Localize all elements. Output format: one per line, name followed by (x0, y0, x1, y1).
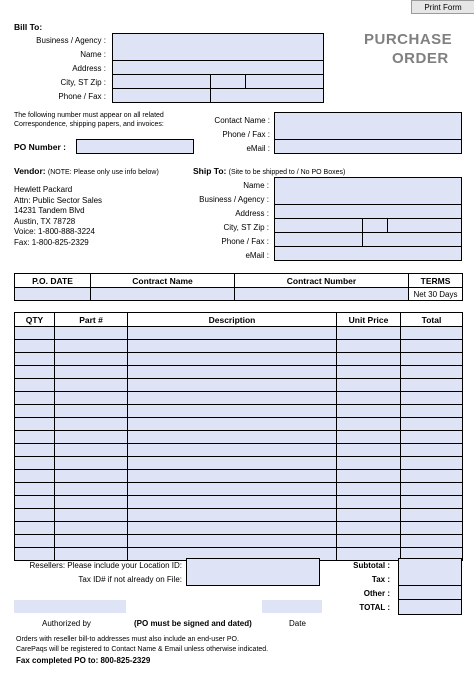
qty-cell[interactable] (15, 496, 55, 509)
location-id-label: Resellers: Please include your Location ID: (29, 561, 182, 570)
title-purchase: PURCHASE (364, 31, 453, 48)
tax-label: Tax : (371, 575, 390, 584)
qty-cell[interactable] (15, 366, 55, 379)
bill-address-label: Address : (72, 64, 106, 73)
contact-name-field[interactable] (274, 112, 462, 127)
description-cell[interactable] (128, 392, 337, 405)
vendor-line: Fax: 1-800-825-2329 (14, 237, 89, 247)
part-number-cell[interactable] (55, 548, 128, 561)
signature-note: (PO must be signed and dated) (134, 619, 252, 628)
line-item-row (15, 457, 463, 470)
unit-price-cell[interactable] (337, 509, 401, 522)
total-cell[interactable] (401, 444, 463, 457)
unit-price-cell[interactable] (337, 431, 401, 444)
qty-cell[interactable] (15, 509, 55, 522)
total-header: Total (401, 313, 463, 327)
part-number-cell[interactable] (55, 379, 128, 392)
unit-price-cell[interactable] (337, 418, 401, 431)
contract-number-header: Contract Number (235, 274, 409, 288)
notice-line: Correspondence, shipping papers, and invoices: (14, 121, 164, 128)
description-cell[interactable] (128, 470, 337, 483)
total-cell[interactable] (401, 483, 463, 496)
unit-price-cell[interactable] (337, 340, 401, 353)
part-number-cell[interactable] (55, 457, 128, 470)
bill-city-field[interactable] (112, 75, 211, 89)
contact-phone-label: Phone / Fax : (222, 130, 270, 139)
line-item-row (15, 509, 463, 522)
order-header-table (14, 273, 463, 301)
ship-email-label: eMail : (245, 251, 269, 260)
title-order: ORDER (392, 50, 449, 67)
description-cell[interactable] (128, 535, 337, 548)
qty-header: QTY (15, 313, 55, 327)
ship-name-label: Name : (243, 181, 269, 190)
authorized-by-label: Authorized by (42, 619, 91, 628)
line-item-row (15, 444, 463, 457)
line-item-row (15, 470, 463, 483)
unit-price-cell[interactable] (337, 405, 401, 418)
po-number-label: PO Number : (14, 142, 66, 152)
bill-business-field[interactable] (112, 33, 324, 48)
description-cell[interactable] (128, 405, 337, 418)
part-number-cell[interactable] (55, 405, 128, 418)
vendor-line: 14231 Tandem Blvd (14, 206, 85, 215)
unit-price-cell[interactable] (337, 366, 401, 379)
reference-notice (14, 111, 164, 129)
vendor-line: Voice: 1-800-888-3224 (14, 227, 95, 236)
qty-cell[interactable] (15, 457, 55, 470)
vendor-note: (NOTE: Please only use info below) (47, 169, 159, 176)
date-label: Date (289, 619, 306, 628)
ship-fax-field[interactable] (362, 233, 462, 247)
line-item-row (15, 418, 463, 431)
contact-email-label: eMail : (246, 144, 270, 153)
description-cell[interactable] (128, 340, 337, 353)
unit-price-cell[interactable] (337, 392, 401, 405)
part-number-cell[interactable] (55, 327, 128, 340)
total-cell[interactable] (401, 327, 463, 340)
total-cell[interactable] (401, 366, 463, 379)
description-cell[interactable] (128, 496, 337, 509)
qty-cell[interactable] (15, 444, 55, 457)
qty-cell[interactable] (15, 522, 55, 535)
other-field[interactable] (398, 586, 462, 600)
print-form-button[interactable]: Print Form (411, 0, 474, 14)
part-number-cell[interactable] (55, 353, 128, 366)
line-item-row (15, 327, 463, 340)
ship-address-label: Address : (235, 209, 269, 218)
unit-price-header: Unit Price (337, 313, 401, 327)
qty-cell[interactable] (15, 392, 55, 405)
vendor-address (14, 185, 102, 248)
contract-name-header: Contract Name (91, 274, 235, 288)
bill-phone-label: Phone / Fax : (58, 92, 106, 101)
ship-state-field[interactable] (362, 219, 388, 233)
total-cell[interactable] (401, 522, 463, 535)
line-item-row (15, 431, 463, 444)
tax-field[interactable] (398, 572, 462, 586)
line-item-row (15, 405, 463, 418)
vendor-line: Attn: Public Sector Sales (14, 195, 103, 205)
ship-city-field[interactable] (274, 219, 363, 233)
ship-phone-label: Phone / Fax : (221, 237, 269, 246)
description-header: Description (128, 313, 337, 327)
vendor-heading (14, 166, 159, 176)
ship-to-note: (Site to be shipped to / No PO Boxes) (228, 169, 346, 176)
part-number-cell[interactable] (55, 483, 128, 496)
part-number-cell[interactable] (55, 470, 128, 483)
unit-price-cell[interactable] (337, 327, 401, 340)
description-cell[interactable] (128, 509, 337, 522)
unit-price-cell[interactable] (337, 353, 401, 366)
bill-to-heading: Bill To: (14, 22, 43, 32)
qty-cell[interactable] (15, 379, 55, 392)
qty-cell[interactable] (15, 327, 55, 340)
qty-cell[interactable] (15, 548, 55, 561)
qty-cell[interactable] (15, 418, 55, 431)
total-cell[interactable] (401, 470, 463, 483)
qty-cell[interactable] (15, 470, 55, 483)
bill-state-field[interactable] (210, 75, 246, 89)
contact-email-field[interactable] (274, 140, 462, 154)
part-number-cell[interactable] (55, 522, 128, 535)
line-item-row (15, 340, 463, 353)
unit-price-cell[interactable] (337, 444, 401, 457)
description-cell[interactable] (128, 418, 337, 431)
part-number-header: Part # (55, 313, 128, 327)
ship-phone-field[interactable] (274, 233, 363, 247)
line-item-row (15, 496, 463, 509)
tax-id-field[interactable] (186, 572, 320, 586)
total-cell[interactable] (401, 431, 463, 444)
signature-date-field[interactable] (262, 600, 322, 613)
description-cell[interactable] (128, 327, 337, 340)
tax-id-label: Tax ID# if not already on File: (78, 575, 182, 584)
contact-phone-field[interactable] (274, 126, 462, 140)
part-number-cell[interactable] (55, 444, 128, 457)
qty-cell[interactable] (15, 431, 55, 444)
po-number-field[interactable] (76, 139, 194, 154)
notice-line: The following number must appear on all related (14, 112, 164, 119)
qty-cell[interactable] (15, 340, 55, 353)
bill-address-field[interactable] (112, 61, 324, 75)
total-cell[interactable] (401, 496, 463, 509)
ship-city-label: City, ST Zip : (223, 223, 269, 232)
total-cell[interactable] (401, 353, 463, 366)
line-item-row (15, 483, 463, 496)
ship-address-field[interactable] (274, 205, 462, 219)
part-number-cell[interactable] (55, 431, 128, 444)
ship-to-heading (193, 166, 345, 176)
part-number-cell[interactable] (55, 366, 128, 379)
description-cell[interactable] (128, 444, 337, 457)
bill-name-field[interactable] (112, 47, 324, 61)
ship-to-heading-text: Ship To: (193, 166, 227, 176)
part-number-cell[interactable] (55, 392, 128, 405)
contact-name-label: Contact Name : (214, 116, 270, 125)
total-cell[interactable] (401, 418, 463, 431)
bill-business-label: Business / Agency : (36, 36, 106, 45)
po-date-field[interactable] (15, 288, 91, 301)
description-cell[interactable] (128, 366, 337, 379)
vendor-heading-text: Vendor: (14, 166, 46, 176)
line-items-table (14, 312, 463, 561)
unit-price-cell[interactable] (337, 470, 401, 483)
other-label: Other : (363, 589, 390, 598)
unit-price-cell[interactable] (337, 522, 401, 535)
qty-cell[interactable] (15, 483, 55, 496)
description-cell[interactable] (128, 379, 337, 392)
unit-price-cell[interactable] (337, 548, 401, 561)
footer-note-2: CarePaqs will be registered to Contact Name & Email unless otherwise indicated. (16, 646, 269, 653)
part-number-cell[interactable] (55, 535, 128, 548)
total-cell[interactable] (401, 509, 463, 522)
description-cell[interactable] (128, 522, 337, 535)
ship-business-field[interactable] (274, 191, 462, 205)
subtotal-field[interactable] (398, 558, 462, 573)
line-item-row (15, 366, 463, 379)
contract-name-field[interactable] (91, 288, 235, 301)
line-item-row (15, 392, 463, 405)
bill-name-label: Name : (80, 50, 106, 59)
location-id-field[interactable] (186, 558, 320, 573)
po-date-header: P.O. DATE (15, 274, 91, 288)
total-cell[interactable] (401, 535, 463, 548)
grand-total-label: TOTAL : (359, 603, 390, 612)
total-cell[interactable] (401, 405, 463, 418)
authorized-signature-field[interactable] (14, 600, 126, 613)
total-cell[interactable] (401, 379, 463, 392)
unit-price-cell[interactable] (337, 483, 401, 496)
qty-cell[interactable] (15, 405, 55, 418)
vendor-line: Austin, TX 78728 (14, 216, 76, 226)
qty-cell[interactable] (15, 535, 55, 548)
total-cell[interactable] (401, 392, 463, 405)
part-number-cell[interactable] (55, 509, 128, 522)
total-cell[interactable] (401, 457, 463, 470)
unit-price-cell[interactable] (337, 379, 401, 392)
description-cell[interactable] (128, 431, 337, 444)
ship-business-label: Business / Agency : (199, 195, 269, 204)
unit-price-cell[interactable] (337, 535, 401, 548)
qty-cell[interactable] (15, 353, 55, 366)
bill-city-label: City, ST Zip : (60, 78, 106, 87)
part-number-cell[interactable] (55, 496, 128, 509)
bill-phone-field[interactable] (112, 89, 211, 103)
line-item-row (15, 353, 463, 366)
footer-fax: Fax completed PO to: 800-825-2329 (16, 656, 151, 665)
bill-fax-field[interactable] (210, 89, 324, 103)
part-number-cell[interactable] (55, 340, 128, 353)
description-cell[interactable] (128, 483, 337, 496)
subtotal-label: Subtotal : (353, 561, 390, 570)
line-item-row (15, 522, 463, 535)
description-cell[interactable] (128, 353, 337, 366)
line-item-row (15, 535, 463, 548)
unit-price-cell[interactable] (337, 457, 401, 470)
footer-note-1: Orders with reseller bill-to addresses must also include an end-user PO. (16, 636, 239, 643)
terms-value: Net 30 Days (409, 288, 463, 301)
contract-number-field[interactable] (235, 288, 409, 301)
total-cell[interactable] (401, 340, 463, 353)
ship-email-field[interactable] (274, 247, 462, 261)
vendor-line: Hewlett Packard (14, 185, 73, 194)
grand-total-field[interactable] (398, 600, 462, 615)
ship-zip-field[interactable] (387, 219, 462, 233)
unit-price-cell[interactable] (337, 496, 401, 509)
bill-zip-field[interactable] (245, 75, 324, 89)
ship-name-field[interactable] (274, 177, 462, 192)
line-item-row (15, 379, 463, 392)
part-number-cell[interactable] (55, 418, 128, 431)
description-cell[interactable] (128, 457, 337, 470)
terms-header: TERMS (409, 274, 463, 288)
